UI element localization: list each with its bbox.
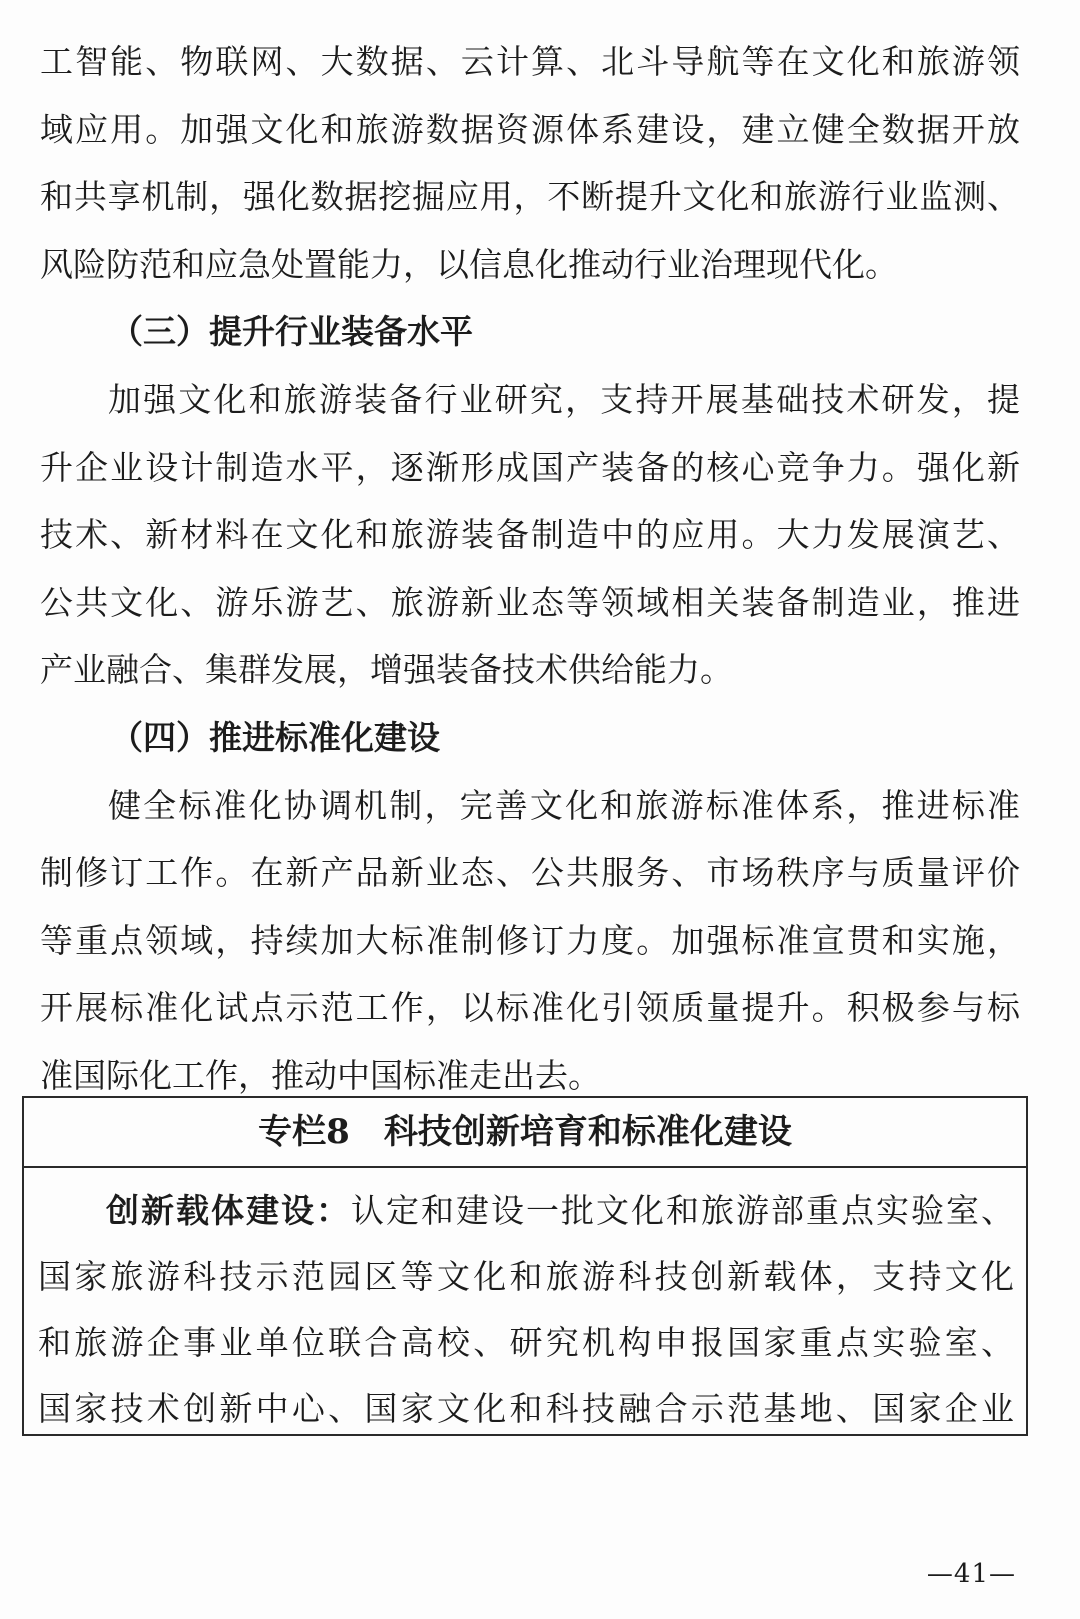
column-box-line: 国家旅游科技示范园区等文化和旅游科技创新载体，支持文化	[38, 1257, 1014, 1296]
document-body	[40, 28, 1020, 1110]
body-line: 开展标准化试点示范工作，以标准化引领质量提升。积极参与标	[40, 988, 1020, 1028]
body-line: 公共文化、游乐游艺、旅游新业态等领域相关装备制造业，推进	[40, 582, 1020, 622]
column-box-title: 专栏8 科技创新培育和标准化建设	[24, 1098, 1026, 1168]
body-line: 产业融合、集群发展，增强装备技术供给能力。	[40, 650, 733, 690]
column-box-label: 创新载体建设：	[106, 1191, 351, 1230]
column-box-line-text: 认定和建设一批文化和旅游部重点实验室、	[351, 1191, 1014, 1230]
body-line: 加强文化和旅游装备行业研究，支持开展基础技术研发，提	[108, 379, 1020, 419]
body-line: 工智能、物联网、大数据、云计算、北斗导航等在文化和旅游领	[40, 42, 1020, 81]
column-box	[22, 1096, 1028, 1436]
column-box-body	[24, 1168, 1026, 1436]
body-line: 等重点领域，持续加大标准制修订力度。加强标准宣贯和实施，	[40, 920, 1020, 960]
body-line: 风险防范和应急处置能力，以信息化推动行业治理现代化。	[40, 244, 898, 284]
body-line: 准国际化工作，推动中国标准走出去。	[40, 1055, 601, 1095]
body-line: 域应用。加强文化和旅游数据资源体系建设，建立健全数据开放	[40, 109, 1020, 149]
body-line: 升企业设计制造水平，逐渐形成国产装备的核心竞争力。强化新	[40, 447, 1020, 487]
page-number: —41—	[926, 1559, 1016, 1589]
section-heading-3: （三）提升行业装备水平	[110, 312, 473, 352]
body-line: 制修订工作。在新产品新业态、公共服务、市场秩序与质量评价	[40, 853, 1020, 893]
body-line: 和共享机制，强化数据挖掘应用，不断提升文化和旅游行业监测、	[40, 177, 1020, 217]
column-box-line	[38, 1178, 1014, 1244]
body-line: 技术、新材料在文化和旅游装备制造中的应用。大力发展演艺、	[40, 515, 1020, 555]
body-line: 健全标准化协调机制，完善文化和旅游标准体系，推进标准	[108, 785, 1020, 825]
column-box-line: 和旅游企事业单位联合高校、研究机构申报国家重点实验室、	[38, 1323, 1014, 1362]
section-heading-4: （四）推进标准化建设	[110, 717, 440, 757]
column-box-line: 国家技术创新中心、国家文化和科技融合示范基地、国家企业	[38, 1389, 1014, 1428]
